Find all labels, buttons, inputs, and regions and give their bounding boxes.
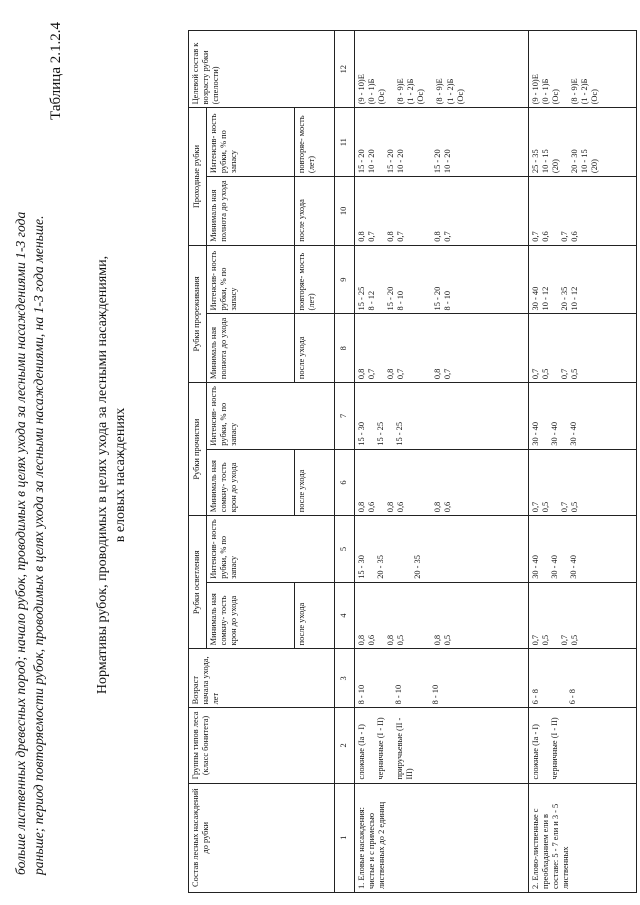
row2-c12-2: (Ос) <box>551 89 561 105</box>
header-after-d: после ухода <box>295 177 335 246</box>
intro-paragraph <box>12 15 49 875</box>
row2-groups <box>529 708 637 783</box>
table-row <box>529 31 637 893</box>
row2-c11-0: 25 - 35 <box>531 149 540 174</box>
row1-c4-3: 0,5 <box>396 634 406 646</box>
row2-age-1: 6 - 8 <box>531 689 540 705</box>
row1-c12-1: (0 - 1)Б <box>367 78 377 105</box>
column-numbers-row <box>335 31 355 893</box>
table-title-line-1: Нормативы рубок, проводимых в целях ухода за лесными насаждениями, <box>95 255 110 695</box>
header-intensity-c: Интенсив- ность рубки, % по запасу <box>207 245 295 314</box>
row2-c9-0: 30 - 40 <box>531 286 540 311</box>
row1-c11-1: 10 - 20 <box>367 149 377 174</box>
row1-c5-2: 20 - 35 <box>413 555 423 579</box>
row1-c8-0: 0,8 <box>357 368 366 380</box>
row2-col6 <box>529 449 637 516</box>
row1-col6 <box>355 449 529 516</box>
row2-c12-0: (9 - 10)Е <box>531 74 540 105</box>
column-number: 12 <box>335 31 355 108</box>
row1-composition: 1. Еловые насаждения: чистые и с примесью лиственных до 2 единиц <box>355 783 529 892</box>
row1-c7-1: 15 - 25 <box>376 421 386 446</box>
row2-col7 <box>529 383 637 450</box>
row1-age-2: 8 - 10 <box>394 684 404 705</box>
header-lightening: Рубки осветления <box>189 516 207 649</box>
row1-c12-3: (8 - 9)Е <box>396 78 406 105</box>
row2-c12-1: (0 - 1)Б <box>541 78 551 105</box>
row1-c9-1: 8 - 12 <box>367 290 377 311</box>
row1-c12-0: (9 - 10)Е <box>357 74 366 105</box>
row2-c10-0: 0,7 <box>531 231 540 242</box>
row2-c11-1: 10 - 15 <box>541 149 551 174</box>
row2-c10-3: 0,6 <box>570 231 580 242</box>
row2-c7-2: 30 - 40 <box>569 421 579 446</box>
row2-c11-extra: (20) <box>551 159 561 174</box>
row2-col10 <box>529 177 637 246</box>
row2-c5-1: 30 - 40 <box>550 555 560 579</box>
row1-col8 <box>355 314 529 383</box>
row2-c5-0: 30 - 40 <box>531 555 540 579</box>
row1-c6-3: 0,6 <box>396 501 406 513</box>
column-number: 5 <box>335 516 355 583</box>
row1-age-1: 8 - 10 <box>357 684 366 705</box>
row1-c9-5: 8 - 10 <box>443 290 453 311</box>
row1-c6-2: 0,8 <box>386 501 396 513</box>
row2-c12-5: (Ос) <box>590 89 600 105</box>
row1-c8-1: 0,7 <box>367 368 377 380</box>
row2-c7-1: 30 - 40 <box>550 421 560 446</box>
row1-c11-4: 15 - 20 <box>433 149 443 174</box>
row1-c8-3: 0,7 <box>396 368 406 380</box>
row1-c6-4: 0,8 <box>433 501 443 513</box>
header-composition: Состав лесных насаждений до рубки <box>189 783 335 892</box>
column-number: 9 <box>335 245 355 314</box>
row1-group-3: приручьевые (II - III) <box>395 717 415 780</box>
header-intensity-b: Интенсив- ность рубки, % по запасу <box>207 383 335 450</box>
row2-c10-2: 0,7 <box>560 231 570 242</box>
header-min-closure-a: Минималь ная сомкну- тость крон до ухода <box>207 582 295 649</box>
row1-c8-4: 0,8 <box>433 368 443 380</box>
row1-c10-1: 0,7 <box>367 231 377 242</box>
row1-c4-4: 0,8 <box>433 634 443 646</box>
row1-c7-0: 15 - 30 <box>357 421 366 446</box>
row2-c8-3: 0,5 <box>570 368 580 380</box>
header-cleaning: Рубки прочистки <box>189 383 207 516</box>
column-number: 3 <box>335 649 355 708</box>
header-intensity-a: Интенсив- ность рубки, % по запасу <box>207 516 335 583</box>
row2-c9-2: 20 - 35 <box>560 286 570 311</box>
row1-c10-0: 0,8 <box>357 231 366 242</box>
row2-c4-3: 0,5 <box>570 634 580 646</box>
column-number: 6 <box>335 449 355 516</box>
table-title <box>94 195 130 755</box>
row1-col7 <box>355 383 529 450</box>
row2-c8-1: 0,5 <box>541 368 551 380</box>
row1-c5-1: 20 - 35 <box>376 555 386 579</box>
table-number: Таблица 2.1.2.4 <box>48 22 64 120</box>
row2-col8 <box>529 314 637 383</box>
header-forest-groups: Группы типов леса (класс бонитета) <box>189 708 335 783</box>
row1-col5 <box>355 516 529 583</box>
row2-c12-4: (1 - 2)Б <box>580 78 590 105</box>
row2-group-2: черничные (I - II) <box>550 717 560 780</box>
intro-line-2: раньше; период повторяемости рубок, проводимых в целях ухода за лесными насаждениями, на 1-3 года меньше. <box>31 215 47 875</box>
table-row <box>355 31 529 893</box>
column-number: 4 <box>335 582 355 649</box>
row2-col11 <box>529 108 637 177</box>
row2-c11-extra2: (20) <box>590 159 600 174</box>
header-thinning: Рубки прореживания <box>189 245 207 382</box>
row1-age <box>355 649 529 708</box>
row1-c6-1: 0,6 <box>367 501 377 513</box>
row1-c10-3: 0,7 <box>396 231 406 242</box>
column-number: 10 <box>335 177 355 246</box>
header-repeat-b: повторяе- мость (лет) <box>295 108 335 177</box>
row1-c9-0: 15 - 25 <box>357 286 366 311</box>
row1-col9 <box>355 245 529 314</box>
row2-age-2: 6 - 8 <box>568 689 578 705</box>
row1-c4-2: 0,8 <box>386 634 396 646</box>
row1-c8-5: 0,7 <box>443 368 453 380</box>
row1-col4 <box>355 582 529 649</box>
header-after-a: после ухода <box>295 582 335 649</box>
row2-col9 <box>529 245 637 314</box>
row2-group-1: сложные (Iа - I) <box>531 724 540 780</box>
row2-c11-2: 20 - 30 <box>570 149 580 174</box>
row2-c6-2: 0,7 <box>560 501 570 513</box>
row1-c9-3: 8 - 10 <box>396 290 406 311</box>
row1-c12-2: (Ос) <box>377 89 387 105</box>
row1-col10 <box>355 177 529 246</box>
row2-c7-0: 30 - 40 <box>531 421 540 446</box>
row1-c6-0: 0,8 <box>357 501 366 513</box>
row1-c11-0: 15 - 20 <box>357 149 366 174</box>
row1-c10-2: 0,8 <box>386 231 396 242</box>
row1-c8-2: 0,8 <box>386 368 396 380</box>
row2-c12-3: (8 - 9)Е <box>570 78 580 105</box>
row2-c4-1: 0,5 <box>541 634 551 646</box>
row1-c10-4: 0,8 <box>433 231 443 242</box>
row1-groups <box>355 708 529 783</box>
row2-c6-1: 0,5 <box>541 501 551 513</box>
row2-c6-0: 0,7 <box>531 501 540 513</box>
row1-c12-6: (8 - 9)Е <box>435 78 445 105</box>
column-number: 2 <box>335 708 355 783</box>
header-min-closure-b: Минималь ная сомкну- тость крон до ухода <box>207 449 295 516</box>
row2-c4-2: 0,7 <box>560 634 570 646</box>
row1-group-2: черничные (I - II) <box>376 717 386 780</box>
row1-c6-5: 0,6 <box>443 501 453 513</box>
norms-table <box>188 30 637 893</box>
row2-c4-0: 0,7 <box>531 634 540 646</box>
row1-c10-5: 0,7 <box>443 231 453 242</box>
header-min-density-b: Минималь ная полнота до ухода <box>207 177 295 246</box>
row1-col12 <box>355 31 529 108</box>
row2-c6-3: 0,5 <box>570 501 580 513</box>
header-repeat-a: повторяе- мость (лет) <box>295 245 335 314</box>
row1-col11 <box>355 108 529 177</box>
row2-col4 <box>529 582 637 649</box>
row1-c4-0: 0,8 <box>357 634 366 646</box>
row1-c12-8: (Ос) <box>455 89 465 105</box>
row1-c11-5: 10 - 20 <box>443 149 453 174</box>
row1-c7-2: 15 - 25 <box>395 421 405 446</box>
header-after-b: после ухода <box>295 449 335 516</box>
table-title-line-2: в еловых насаждениях <box>113 407 129 543</box>
row1-c11-3: 10 - 20 <box>396 149 406 174</box>
column-number: 8 <box>335 314 355 383</box>
row1-c9-4: 15 - 20 <box>433 286 443 311</box>
header-target: Целевой состав к возрасту рубки (спелости) <box>189 31 335 108</box>
row2-c11-3: 10 - 15 <box>580 149 590 174</box>
header-passage: Проходные рубки <box>189 108 207 245</box>
row2-composition: 2. Елово-лиственные с преобладанием ели в составе: 5 - 7 ели и 3 - 5 лиственных <box>529 783 637 892</box>
row1-c5-0: 15 - 30 <box>357 555 366 579</box>
header-intensity-d: Интенсив- ность рубки, % по запасу <box>207 108 295 177</box>
row1-group-1: сложные (Iа - I) <box>357 724 366 780</box>
column-number: 7 <box>335 383 355 450</box>
row1-age-3: 8 - 10 <box>431 684 441 705</box>
header-start-age: Возраст начала ухода, лет <box>189 649 335 708</box>
row2-c9-3: 10 - 12 <box>570 286 580 311</box>
row2-c8-2: 0,7 <box>560 368 570 380</box>
row2-col12 <box>529 31 637 108</box>
intro-line-1: больше лиственных древесных пород; начало рубок, проводимых в целях ухода за лесными насаждениями 1-3 года <box>13 211 28 875</box>
column-number: 11 <box>335 108 355 177</box>
row1-c12-5: (Ос) <box>416 89 426 105</box>
row2-c8-0: 0,7 <box>531 368 540 380</box>
row2-c9-1: 10 - 12 <box>541 286 551 311</box>
row2-age <box>529 649 637 708</box>
column-number: 1 <box>335 783 355 892</box>
row1-c4-1: 0,6 <box>367 634 377 646</box>
row2-col5 <box>529 516 637 583</box>
row1-c11-2: 15 - 20 <box>386 149 396 174</box>
row2-c10-1: 0,6 <box>541 231 551 242</box>
header-after-c: после ухода <box>295 314 335 383</box>
row1-c9-2: 15 - 20 <box>386 286 396 311</box>
row1-c12-7: (1 - 2)Б <box>445 78 455 105</box>
row1-c4-5: 0,5 <box>443 634 453 646</box>
header-min-density-a: Минималь ная полнота до ухода <box>207 314 295 383</box>
row1-c12-4: (1 - 2)Б <box>406 78 416 105</box>
row2-c5-2: 30 - 40 <box>569 555 579 579</box>
